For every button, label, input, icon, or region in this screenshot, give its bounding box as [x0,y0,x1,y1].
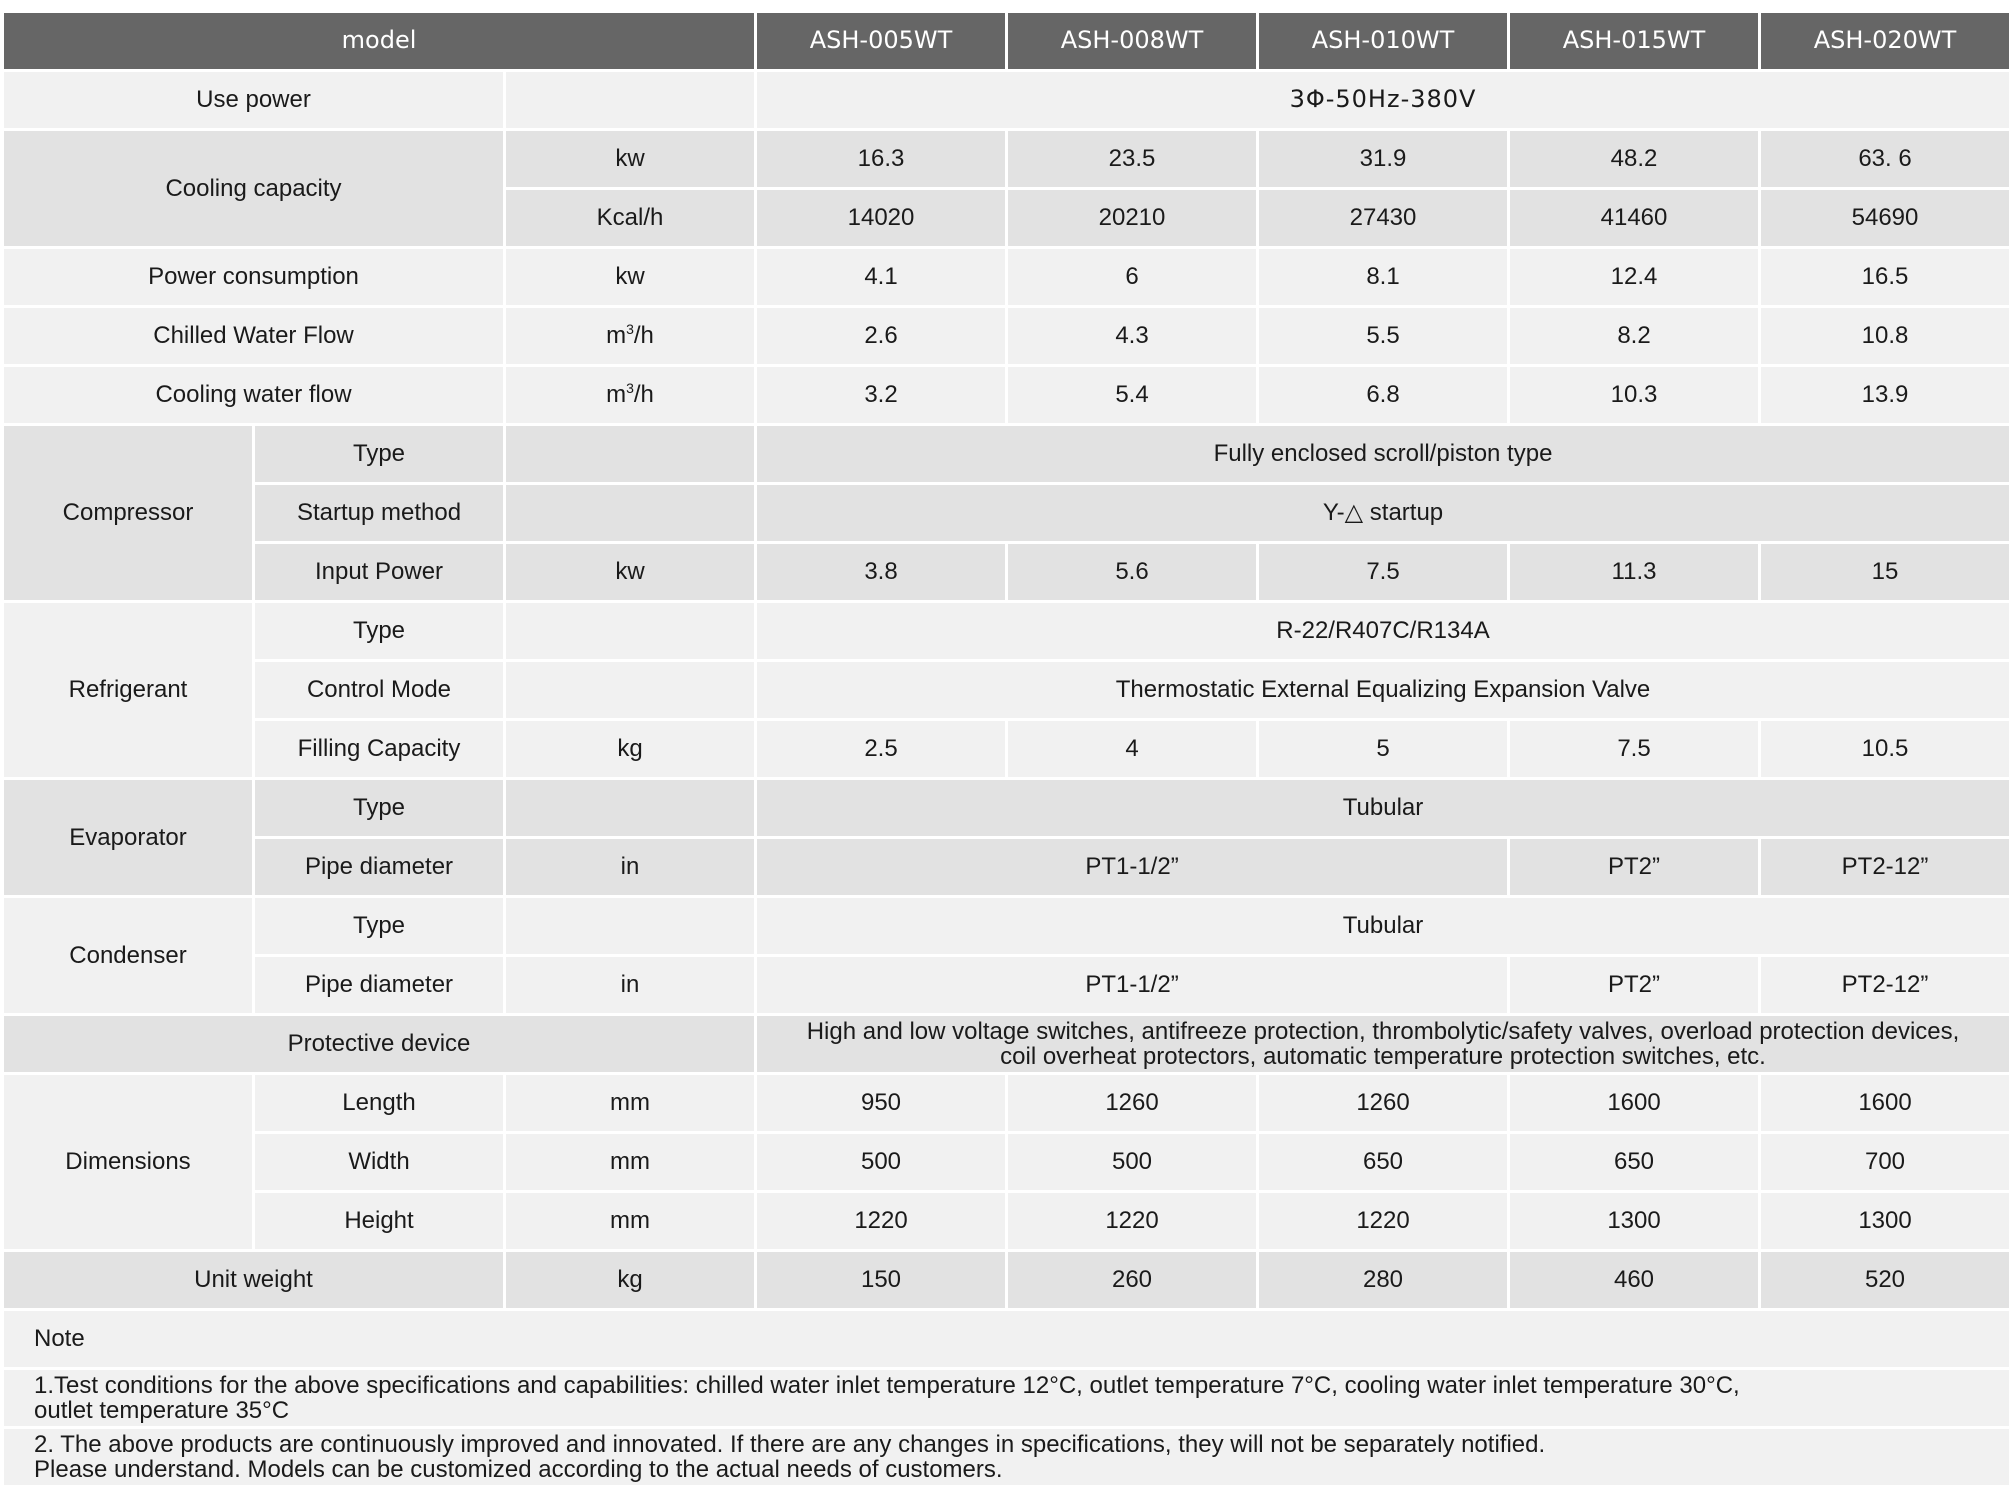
power-consumption-row [4,249,2009,305]
sub-label: Type [255,603,503,659]
sub-label: Length [255,1075,503,1131]
evaporator-type-value: Tubular [757,780,2009,836]
value-cell: 41460 [1510,190,1758,246]
note-line: Please understand. Models can be customized according to the actual needs of customers. [34,1456,1003,1483]
protective-device-row [4,1016,2009,1072]
model-header: model [4,13,754,69]
refrigerant-label: Refrigerant [4,603,252,777]
value-cell: 10.8 [1761,308,2009,364]
value-cell: 500 [1008,1134,1256,1190]
note-row [4,1429,2009,1485]
unit-superscript: 3 [626,380,634,397]
value-cell: 6 [1008,249,1256,305]
compressor-startup-value: Y-△ startup [757,485,2009,541]
value-cell: 48.2 [1510,131,1758,187]
unit-cell: mm [506,1075,754,1131]
sub-label: Width [255,1134,503,1190]
value-cell: PT2-12” [1761,839,2009,895]
value-cell: 5.5 [1259,308,1507,364]
dimensions-width-row [4,1134,2009,1190]
compressor-type-row [4,426,2009,482]
value-cell: 2.6 [757,308,1005,364]
value-cell: 1220 [757,1193,1005,1249]
dimensions-label: Dimensions [4,1075,252,1249]
note-line: 2. The above products are continuously improved and innovated. If there are any changes in specifications, they will not be separately notified. [34,1430,1546,1458]
value-cell: 650 [1510,1134,1758,1190]
sub-label: Type [255,898,503,954]
compressor-label: Compressor [4,426,252,600]
spec-sheet [4,13,2014,1491]
note-item [4,1429,2009,1485]
empty-unit-cell [506,780,754,836]
use-power-row [4,72,2009,128]
condenser-pipe-row [4,957,2009,1013]
value-cell: 10.3 [1510,367,1758,423]
value-cell: 31.9 [1259,131,1507,187]
cooling-capacity-label: Cooling capacity [4,131,503,246]
cooling-capacity-kw-row [4,131,2009,187]
unit-cell: Kcal/h [506,190,754,246]
model-name: ASH-010WT [1259,13,1507,69]
value-cell: 3.2 [757,367,1005,423]
sub-label: Pipe diameter [255,957,503,1013]
note-row [4,1370,2009,1426]
empty-unit-cell [506,662,754,718]
sub-label: Type [255,780,503,836]
model-name: ASH-015WT [1510,13,1758,69]
unit-cell: kg [506,721,754,777]
evaporator-label: Evaporator [4,780,252,895]
protective-device-value [757,1016,2009,1072]
value-cell: PT1-1/2” [757,957,1507,1013]
unit-cell: kg [506,1252,754,1308]
note-line: outlet temperature 35°C [34,1397,290,1424]
value-cell: 2.5 [757,721,1005,777]
note-item [4,1370,2009,1426]
value-cell: 500 [757,1134,1005,1190]
refrigerant-type-row [4,603,2009,659]
value-cell: 7.5 [1259,544,1507,600]
value-cell: 54690 [1761,190,2009,246]
unit-tail: /h [633,381,654,409]
protective-line: coil overheat protectors, automatic temperature protection switches, etc. [1000,1043,1766,1070]
unit-cell: kw [506,249,754,305]
spec-table [1,10,2012,1488]
model-name: ASH-005WT [757,13,1005,69]
value-cell: 10.5 [1761,721,2009,777]
empty-unit-cell [506,72,754,128]
use-power-value: 3Φ-50Hz-380V [757,72,2009,128]
sub-label: Pipe diameter [255,839,503,895]
unit-base: m [606,322,627,350]
value-cell: 6.8 [1259,367,1507,423]
value-cell: 13.9 [1761,367,2009,423]
refrigerant-control-row [4,662,2009,718]
header-row [4,13,2009,69]
condenser-label: Condenser [4,898,252,1013]
protective-line: High and low voltage switches, antifreeze protection, thrombolytic/safety valves, overload protection devices, [806,1017,1960,1045]
value-cell: 5 [1259,721,1507,777]
value-cell: 12.4 [1510,249,1758,305]
value-cell: 1220 [1259,1193,1507,1249]
power-consumption-label: Power consumption [4,249,503,305]
evaporator-pipe-row [4,839,2009,895]
value-cell: 14020 [757,190,1005,246]
value-cell: 1300 [1761,1193,2009,1249]
refrigerant-filling-row [4,721,2009,777]
compressor-type-value: Fully enclosed scroll/piston type [757,426,2009,482]
value-cell: 650 [1259,1134,1507,1190]
dimensions-length-row [4,1075,2009,1131]
unit-superscript: 3 [626,321,634,338]
unit-cell: kw [506,544,754,600]
condenser-type-row [4,898,2009,954]
evaporator-type-row [4,780,2009,836]
value-cell: 5.4 [1008,367,1256,423]
unit-cell: in [506,957,754,1013]
value-cell: 280 [1259,1252,1507,1308]
protective-device-label: Protective device [4,1016,754,1072]
note-title: Note [4,1311,2009,1367]
value-cell: PT2” [1510,839,1758,895]
cooling-water-flow-label: Cooling water flow [4,367,503,423]
chilled-water-flow-label: Chilled Water Flow [4,308,503,364]
model-name: ASH-020WT [1761,13,2009,69]
use-power-label: Use power [4,72,503,128]
value-cell: 3.8 [757,544,1005,600]
value-cell: 63. 6 [1761,131,2009,187]
sub-label: Input Power [255,544,503,600]
sub-label: Startup method [255,485,503,541]
value-cell: 950 [757,1075,1005,1131]
empty-unit-cell [506,898,754,954]
value-cell: 1220 [1008,1193,1256,1249]
refrigerant-type-value: R-22/R407C/R134A [757,603,2009,659]
value-cell: 7.5 [1510,721,1758,777]
value-cell: PT2” [1510,957,1758,1013]
value-cell: 5.6 [1008,544,1256,600]
empty-unit-cell [506,485,754,541]
value-cell: 1600 [1510,1075,1758,1131]
value-cell: 1600 [1761,1075,2009,1131]
unit-tail: /h [633,322,654,350]
refrigerant-control-value: Thermostatic External Equalizing Expansion Valve [757,662,2009,718]
value-cell: 8.2 [1510,308,1758,364]
chilled-water-flow-row [4,308,2009,364]
unit-cell [506,367,754,423]
cooling-water-flow-row [4,367,2009,423]
compressor-input-row [4,544,2009,600]
value-cell: 150 [757,1252,1005,1308]
sub-label: Control Mode [255,662,503,718]
value-cell: 27430 [1259,190,1507,246]
value-cell: PT1-1/2” [757,839,1507,895]
unit-weight-row [4,1252,2009,1308]
unit-base: m [606,381,627,409]
unit-cell: in [506,839,754,895]
note-line: 1.Test conditions for the above specifications and capabilities: chilled water inlet temperature 12°C, outlet temperature 7°C, cooling water inlet temperature 30°C, [34,1371,1740,1399]
value-cell: 15 [1761,544,2009,600]
value-cell: 1260 [1008,1075,1256,1131]
value-cell: 1300 [1510,1193,1758,1249]
value-cell: 11.3 [1510,544,1758,600]
value-cell: 4.3 [1008,308,1256,364]
unit-weight-label: Unit weight [4,1252,503,1308]
value-cell: 4.1 [757,249,1005,305]
value-cell: 520 [1761,1252,2009,1308]
value-cell: 4 [1008,721,1256,777]
unit-cell [506,308,754,364]
value-cell: 23.5 [1008,131,1256,187]
empty-unit-cell [506,426,754,482]
compressor-startup-row [4,485,2009,541]
model-name: ASH-008WT [1008,13,1256,69]
dimensions-height-row [4,1193,2009,1249]
value-cell: 260 [1008,1252,1256,1308]
value-cell: 460 [1510,1252,1758,1308]
value-cell: 700 [1761,1134,2009,1190]
sub-label: Type [255,426,503,482]
sub-label: Height [255,1193,503,1249]
sub-label: Filling Capacity [255,721,503,777]
note-title-row [4,1311,2009,1367]
unit-cell: mm [506,1134,754,1190]
empty-unit-cell [506,603,754,659]
value-cell: 1260 [1259,1075,1507,1131]
value-cell: 16.5 [1761,249,2009,305]
condenser-type-value: Tubular [757,898,2009,954]
unit-cell: mm [506,1193,754,1249]
unit-cell: kw [506,131,754,187]
value-cell: 16.3 [757,131,1005,187]
value-cell: 8.1 [1259,249,1507,305]
value-cell: 20210 [1008,190,1256,246]
value-cell: PT2-12” [1761,957,2009,1013]
